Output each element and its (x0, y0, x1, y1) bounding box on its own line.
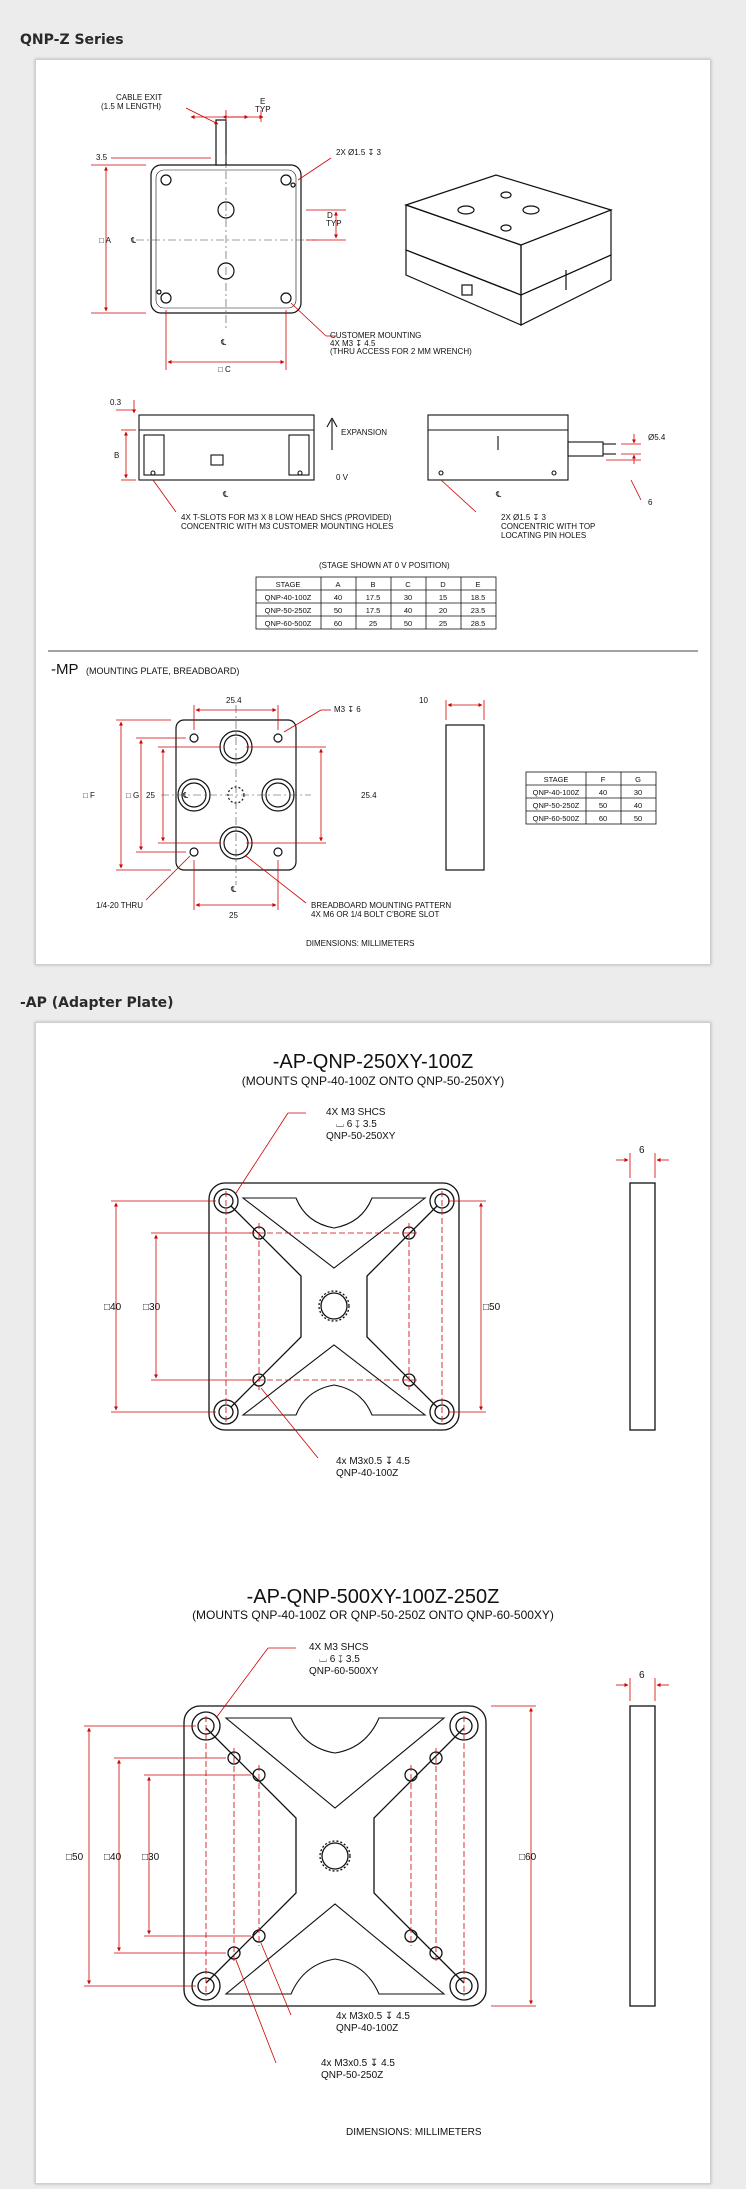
dim-a-label: □ A (99, 236, 111, 245)
ap-drawing (36, 1023, 710, 2183)
ap1-shcs-cbore: ⌴ 6 ↧ 3.5 (336, 1119, 377, 1130)
qnp-front-view (139, 415, 314, 480)
ap2-shcs-stage: QNP-60-500XY (309, 1666, 379, 1677)
table-cell: 17.5 (365, 593, 381, 602)
mp-dimension-table (526, 772, 656, 824)
cable-exit-label: CABLE EXIT (116, 93, 163, 102)
dim-c-label: □ C (218, 365, 231, 374)
dim-10-label: 10 (419, 696, 428, 705)
centerline-mark: ℄ (221, 338, 227, 347)
table-cell: 18.5 (470, 593, 486, 602)
dim-25-4-right: 25.4 (361, 791, 377, 800)
ap2-dim-6: 6 (639, 1670, 645, 1681)
ap2-title: -AP-QNP-500XY-100Z-250Z (246, 1586, 500, 1608)
mp-plate-view (176, 720, 484, 870)
ap1-m3-thread: 4x M3x0.5 ↧ 4.5 (336, 1456, 410, 1467)
table-cell: 50 (598, 801, 608, 810)
pin-holes-locating: LOCATING PIN HOLES (501, 531, 587, 540)
table-header: C (405, 580, 411, 589)
table-cell: 23.5 (470, 606, 486, 615)
dim-e-label: E (260, 97, 266, 106)
table-cell: 25 (368, 619, 378, 628)
table-cell: 40 (598, 788, 608, 797)
centerline-mark: ℄ (231, 885, 237, 894)
qnp-section-title: QNP-Z Series (20, 32, 124, 48)
centerline-mark: ℄ (131, 236, 137, 245)
dim-3-5-label: 3.5 (96, 153, 108, 162)
table-cell: 25 (438, 619, 448, 628)
typ-label: TYP (255, 105, 271, 114)
table-cell: QNP-50-250Z (264, 606, 312, 615)
table-cell: 30 (633, 788, 643, 797)
ap2-subtitle: (MOUNTS QNP-40-100Z OR QNP-50-250Z ONTO QNP-60-500XY) (192, 1608, 554, 1622)
ap1-dim-40: □40 (104, 1302, 122, 1313)
mp-title: -MP (51, 661, 79, 678)
ap1-shcs-label: 4X M3 SHCS (326, 1107, 386, 1118)
ap2-dim-60: □60 (519, 1852, 537, 1863)
ap1-shcs-stage: QNP-50-250XY (326, 1131, 396, 1142)
table-cell: 40 (633, 801, 643, 810)
cable-length-label: (1.5 M LENGTH) (101, 102, 162, 111)
table-cell: QNP-50-250Z (532, 801, 580, 810)
centerline-mark: ℄ (223, 490, 229, 499)
table-cell: 60 (333, 619, 343, 628)
centerline-mark: ℄ (183, 791, 189, 800)
table-cell: 30 (403, 593, 413, 602)
ap2-side-view (630, 1706, 655, 2006)
ap1-subtitle: (MOUNTS QNP-40-100Z ONTO QNP-50-250XY) (241, 1074, 505, 1088)
ap2-m3-stage-a: QNP-40-100Z (336, 2023, 399, 2034)
table-cell: QNP-40-100Z (532, 788, 580, 797)
stage-position-note: (STAGE SHOWN AT 0 V POSITION) (319, 561, 450, 570)
dim-d-label: D (327, 211, 333, 220)
customer-mounting-access: (THRU ACCESS FOR 2 MM WRENCH) (330, 347, 472, 356)
ap-section-title: -AP (Adapter Plate) (20, 995, 174, 1011)
dim-25-4-top: 25.4 (226, 696, 242, 705)
table-cell: 15 (438, 593, 448, 602)
ap2-shcs-label: 4X M3 SHCS (309, 1642, 369, 1653)
table-cell: 40 (403, 606, 413, 615)
dim-25-bottom: 25 (229, 911, 238, 920)
dim-b-label: B (114, 451, 120, 460)
table-cell: QNP-40-100Z (264, 593, 312, 602)
table-header: A (335, 580, 341, 589)
ap2-shcs-cbore: ⌴ 6 ↧ 3.5 (319, 1654, 360, 1665)
tslots-concentric: CONCENTRIC WITH M3 CUSTOMER MOUNTING HOLES (181, 522, 394, 531)
ap1-title: -AP-QNP-250XY-100Z (272, 1051, 474, 1073)
expansion-label: EXPANSION (341, 428, 388, 437)
table-header: D (440, 580, 446, 589)
ap2-m3-thread-a: 4x M3x0.5 ↧ 4.5 (336, 2011, 410, 2022)
ap1-m3-stage: QNP-40-100Z (336, 1468, 399, 1479)
ap2-m3-thread-b: 4x M3x0.5 ↧ 4.5 (321, 2058, 395, 2069)
zero-v-label: 0 V (336, 473, 349, 482)
two-x-holes-label: 2X Ø1.5 ↧ 3 (336, 148, 381, 157)
qnp-dimension-table (256, 577, 496, 629)
tslots-label: 4X T-SLOTS FOR M3 X 8 LOW HEAD SHCS (PROVIDED) (181, 513, 392, 522)
thru-label: 1/4-20 THRU (96, 901, 143, 910)
pin-holes-label: 2X Ø1.5 ↧ 3 (501, 513, 546, 522)
ap1-dim-6: 6 (639, 1145, 645, 1156)
ap1-plate-view (209, 1183, 655, 1430)
customer-mounting-label: CUSTOMER MOUNTING (330, 331, 422, 340)
dimensions-note: DIMENSIONS: MILLIMETERS (306, 939, 415, 948)
ap1-side-view (630, 1183, 655, 1430)
ap2-dim-30: □30 (142, 1852, 160, 1863)
mp-side-view (446, 725, 484, 870)
table-cell: 50 (403, 619, 413, 628)
m3-thread-label: M3 ↧ 6 (334, 705, 361, 714)
dim-6-label: 6 (648, 498, 653, 507)
ap2-dim-40: □40 (104, 1852, 122, 1863)
qnp-iso-view (406, 175, 611, 325)
centerline-mark: ℄ (496, 490, 502, 499)
dim-g-label: □ G (126, 791, 140, 800)
ap2-m3-stage-b: QNP-50-250Z (321, 2070, 384, 2081)
table-header: G (635, 775, 641, 784)
table-cell: 60 (598, 814, 608, 823)
table-header: E (475, 580, 481, 589)
dim-0-3-label: 0.3 (110, 398, 122, 407)
dim-25-left: 25 (146, 791, 155, 800)
table-cell: QNP-60-500Z (532, 814, 580, 823)
breadboard-pattern-label: BREADBOARD MOUNTING PATTERN (311, 901, 452, 910)
ap-drawing-card (35, 1022, 711, 2184)
ap2-plate-view (184, 1706, 655, 2006)
table-cell: 50 (633, 814, 643, 823)
ap2-dim-50: □50 (66, 1852, 84, 1863)
mp-subtitle: (MOUNTING PLATE, BREADBOARD) (86, 666, 240, 676)
table-cell: 50 (333, 606, 343, 615)
qnp-drawing (36, 60, 710, 964)
table-cell: 28.5 (470, 619, 486, 628)
table-cell: 40 (333, 593, 343, 602)
table-header: STAGE (275, 580, 301, 589)
table-cell: 17.5 (365, 606, 381, 615)
table-header: B (370, 580, 376, 589)
dia-5-4-label: Ø5.4 (648, 433, 666, 442)
typ-label-d: TYP (326, 219, 342, 228)
qnp-drawing-card (35, 59, 711, 965)
table-cell: 20 (438, 606, 448, 615)
dim-f-label: □ F (83, 791, 95, 800)
table-cell: QNP-60-500Z (264, 619, 312, 628)
table-header: F (600, 775, 606, 784)
pin-holes-concentric: CONCENTRIC WITH TOP (501, 522, 596, 531)
ap-dimensions-note: DIMENSIONS: MILLIMETERS (346, 2127, 482, 2138)
table-header: STAGE (543, 775, 569, 784)
customer-mounting-thread: 4X M3 ↧ 4.5 (330, 339, 376, 348)
breadboard-slot-label: 4X M6 OR 1/4 BOLT C'BORE SLOT (311, 910, 440, 919)
ap1-dim-50: □50 (483, 1302, 501, 1313)
ap1-dim-30: □30 (143, 1302, 161, 1313)
